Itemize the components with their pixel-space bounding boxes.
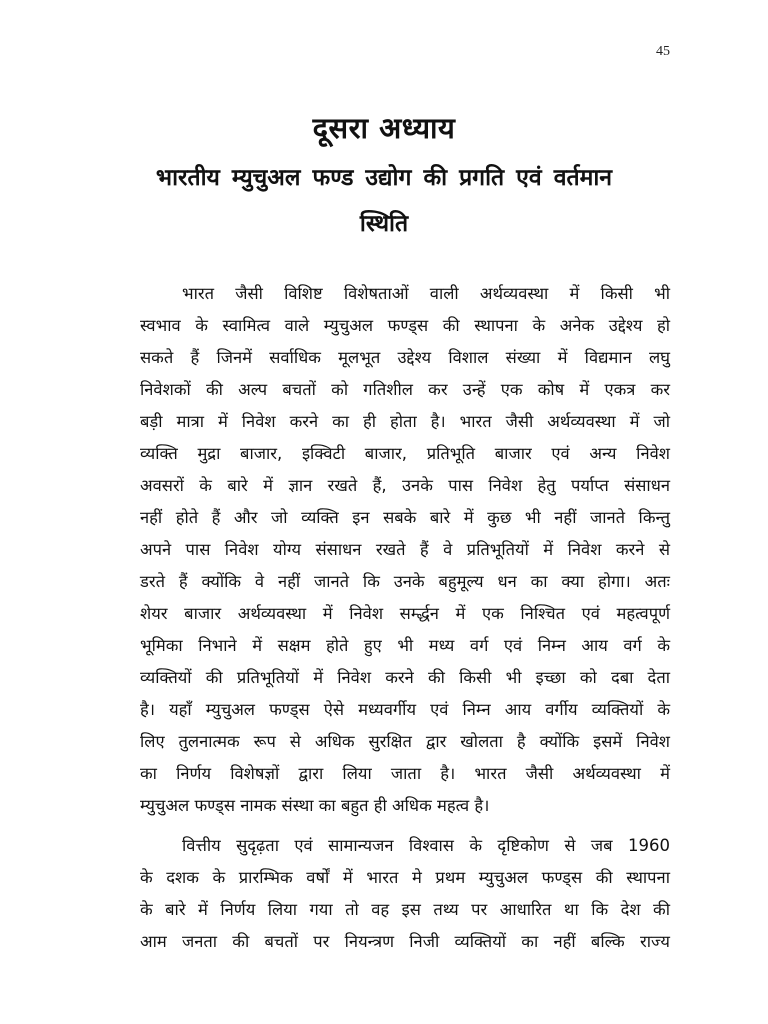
body-line: स्वभाव के स्वामित्व वाले म्युचुअल फण्ड्स की स्थापना के अनेक उद्देश्य हो	[140, 316, 670, 335]
body-line: के बारे में निर्णय लिया गया तो वह इस तथ्य पर आधारित था कि देश की	[140, 900, 670, 919]
body-line: है। यहाँ म्युचुअल फण्ड्स ऐसे मध्यवर्गीय एवं निम्न आय वर्गीय व्यक्तियों के	[140, 700, 670, 719]
body-line: निवेशकों की अल्प बचतों को गतिशील कर उन्हें एक कोष में एकत्र कर	[140, 380, 670, 399]
body-line: अपने पास निवेश योग्य संसाधन रखते हैं वे प्रतिभूतियों में निवेश करने से	[140, 540, 670, 559]
chapter-title-line-2: स्थिति	[359, 211, 409, 237]
body-line: वित्तीय सुदृढ़ता एवं सामान्यजन विश्वास के दृष्टिकोण से जब 1960	[182, 836, 670, 855]
body-line: आम जनता की बचतों पर नियन्त्रण निजी व्यक्तियों का नहीं बल्कि राज्य	[140, 932, 670, 951]
chapter-heading: दूसरा अध्याय	[312, 111, 456, 145]
body-line: के दशक के प्रारम्भिक वर्षों में भारत मे प्रथम म्युचुअल फण्ड्स की स्थापना	[140, 868, 670, 887]
page-number: 45	[656, 44, 670, 59]
chapter-title-line-1: भारतीय म्युचुअल फण्ड उद्योग की प्रगति एवं वर्तमान	[155, 165, 613, 191]
body-line: भारत जैसी विशिष्ट विशेषताओं वाली अर्थव्यवस्था में किसी भी	[182, 284, 670, 303]
body-line: लिए तुलनात्मक रूप से अधिक सुरक्षित द्वार खोलता है क्योंकि इसमें निवेश	[140, 732, 670, 751]
body-line: का निर्णय विशेषज्ञों द्वारा लिया जाता है। भारत जैसी अर्थव्यवस्था में	[140, 764, 670, 783]
body-line: म्युचुअल फण्ड्स नामक संस्था का बहुत ही अधिक महत्व है।	[140, 796, 490, 815]
body-line: व्यक्तियों की प्रतिभूतियों में निवेश करने की किसी भी इच्छा को दबा देता	[140, 668, 670, 687]
body-line: व्यक्ति मुद्रा बाजार, इक्विटी बाजार, प्रतिभूति बाजार एवं अन्य निवेश	[140, 444, 670, 463]
body-line: शेयर बाजार अर्थव्यवस्था में निवेश सर्म्द्धन में एक निश्चित एवं महत्वपूर्ण	[140, 604, 670, 623]
body-line: डरते हैं क्योंकि वे नहीं जानते कि उनके बहुमूल्य धन का क्या होगा। अतः	[140, 572, 670, 591]
body-line: सकते हैं जिनमें सर्वाधिक मूलभूत उद्देश्य विशाल संख्या में विद्यमान लघु	[140, 348, 670, 367]
body-line: भूमिका निभाने में सक्षम होते हुए भी मध्य वर्ग एवं निम्न आय वर्ग के	[140, 636, 670, 655]
body-line: नहीं होते हैं और जो व्यक्ति इन सबके बारे में कुछ भी नहीं जानते किन्तु	[140, 508, 670, 527]
body-line: बड़ी मात्रा में निवेश करने का ही होता है। भारत जैसी अर्थव्यवस्था में जो	[140, 412, 670, 431]
body-line: अवसरों के बारे में ज्ञान रखते हैं, उनके पास निवेश हेतु पर्याप्त संसाधन	[140, 476, 670, 495]
